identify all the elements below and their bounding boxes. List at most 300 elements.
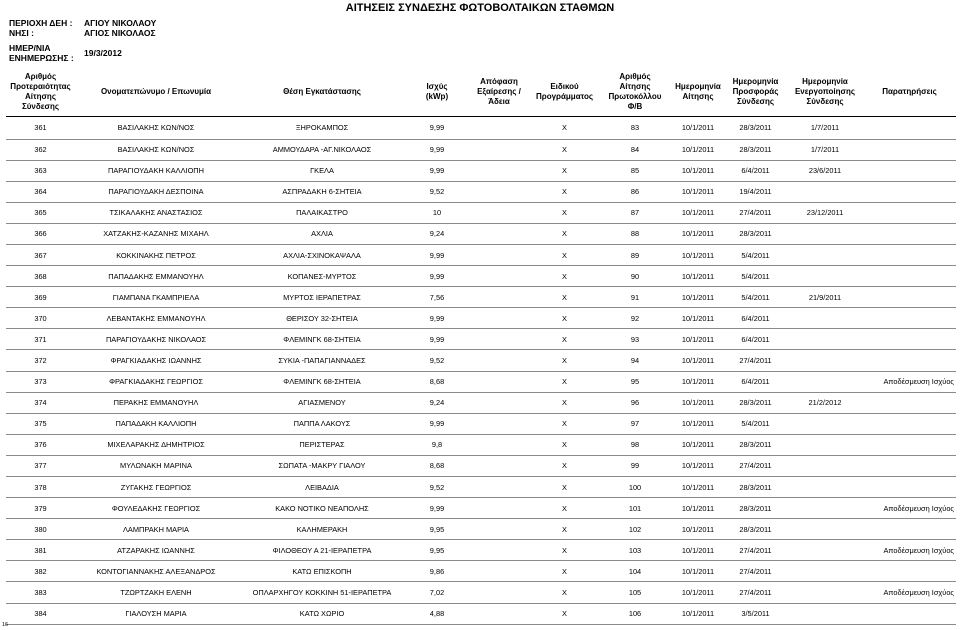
- report-meta: [9, 18, 156, 63]
- cell-protocol: 94: [598, 350, 672, 371]
- cell-program: X: [531, 181, 598, 202]
- cell-name: ΛΕΒΑΝΤΑΚΗΣ ΕΜΜΑΝΟΥΗΛ: [75, 308, 237, 329]
- cell-priority-no: 369: [6, 287, 75, 308]
- cell-offer-date: 3/5/2011: [724, 603, 787, 624]
- cell-program: X: [531, 561, 598, 582]
- cell-capacity: 4,88: [407, 603, 467, 624]
- cell-decision: [467, 160, 531, 181]
- cell-program: X: [531, 519, 598, 540]
- cell-app-date: 10/1/2011: [672, 287, 724, 308]
- table-row: [6, 477, 956, 498]
- cell-activation-date: [787, 603, 863, 624]
- cell-app-date: 10/1/2011: [672, 244, 724, 265]
- cell-protocol: 90: [598, 266, 672, 287]
- cell-capacity: 9,24: [407, 223, 467, 244]
- cell-capacity: 9,99: [407, 413, 467, 434]
- cell-program: X: [531, 160, 598, 181]
- cell-priority-no: 371: [6, 329, 75, 350]
- cell-decision: [467, 455, 531, 476]
- col-header-line: Ημερομηνία: [802, 76, 848, 86]
- cell-capacity: 9,86: [407, 561, 467, 582]
- cell-notes: [863, 603, 956, 624]
- cell-location: ΓΚΕΛΑ: [237, 160, 407, 181]
- cell-protocol: 86: [598, 181, 672, 202]
- cell-offer-date: 27/4/2011: [724, 582, 787, 603]
- cell-offer-date: 28/3/2011: [724, 434, 787, 455]
- cell-protocol: 93: [598, 329, 672, 350]
- col-header-line: Ημερομηνία: [732, 76, 779, 86]
- cell-protocol: 87: [598, 202, 672, 223]
- cell-program: X: [531, 582, 598, 603]
- cell-capacity: 9,24: [407, 392, 467, 413]
- cell-protocol: 84: [598, 139, 672, 160]
- cell-protocol: 99: [598, 455, 672, 476]
- cell-decision: [467, 519, 531, 540]
- col-header-line: Ειδικού: [550, 81, 579, 91]
- cell-name: ΠΑΠΑΔΑΚΗ ΚΑΛΛΙΟΠΗ: [75, 413, 237, 434]
- cell-priority-no: 368: [6, 266, 75, 287]
- col-header-line: Αίτησης: [619, 81, 651, 91]
- cell-priority-no: 384: [6, 603, 75, 624]
- cell-activation-date: [787, 329, 863, 350]
- applications-table: [6, 68, 956, 625]
- cell-app-date: 10/1/2011: [672, 329, 724, 350]
- cell-capacity: 9,99: [407, 266, 467, 287]
- cell-offer-date: 27/4/2011: [724, 455, 787, 476]
- cell-program: X: [531, 498, 598, 519]
- cell-offer-date: 27/4/2011: [724, 540, 787, 561]
- col-header-line: Άδεια: [488, 96, 510, 106]
- cell-priority-no: 374: [6, 392, 75, 413]
- cell-offer-date: 28/3/2011: [724, 519, 787, 540]
- col-header-decision: [467, 68, 531, 116]
- cell-location: ΦΛΕΜΙΝΓΚ 68-ΣΗΤΕΙΑ: [237, 329, 407, 350]
- cell-protocol: 103: [598, 540, 672, 561]
- cell-location: ΠΑΛΑΙΚΑΣΤΡΟ: [237, 202, 407, 223]
- cell-protocol: 92: [598, 308, 672, 329]
- col-header-app-date: [672, 68, 724, 116]
- cell-name: ΜΥΛΩΝΑΚΗ ΜΑΡΙΝΑ: [75, 455, 237, 476]
- table-row: [6, 287, 956, 308]
- cell-app-date: 10/1/2011: [672, 540, 724, 561]
- table-row: [6, 181, 956, 202]
- cell-offer-date: 28/3/2011: [724, 139, 787, 160]
- cell-priority-no: 380: [6, 519, 75, 540]
- cell-priority-no: 376: [6, 434, 75, 455]
- cell-activation-date: [787, 308, 863, 329]
- cell-protocol: 104: [598, 561, 672, 582]
- cell-notes: [863, 455, 956, 476]
- cell-program: X: [531, 308, 598, 329]
- cell-notes: [863, 202, 956, 223]
- cell-name: ΤΖΩΡΤΖΑΚΗ ΕΛΕΝΗ: [75, 582, 237, 603]
- cell-offer-date: 5/4/2011: [724, 244, 787, 265]
- cell-program: X: [531, 139, 598, 160]
- cell-protocol: 98: [598, 434, 672, 455]
- cell-decision: [467, 603, 531, 624]
- cell-location: ΘΕΡΙΣΟΥ 32-ΣΗΤΕΙΑ: [237, 308, 407, 329]
- cell-offer-date: 6/4/2011: [724, 329, 787, 350]
- cell-program: X: [531, 223, 598, 244]
- cell-capacity: 8,68: [407, 455, 467, 476]
- cell-location: ΚΑΤΩ ΕΠΙΣΚΟΠΗ: [237, 561, 407, 582]
- meta-island-label: ΝΗΣΙ :: [9, 28, 34, 38]
- cell-notes: [863, 350, 956, 371]
- cell-location: ΚΑΤΩ ΧΩΡΙΟ: [237, 603, 407, 624]
- cell-decision: [467, 434, 531, 455]
- col-header-line: Προσφοράς: [732, 86, 779, 96]
- cell-program: X: [531, 371, 598, 392]
- cell-notes: [863, 413, 956, 434]
- table-row: [6, 603, 956, 624]
- table-row: [6, 413, 956, 434]
- col-header-line: Αριθμός: [24, 71, 57, 81]
- cell-app-date: 10/1/2011: [672, 603, 724, 624]
- cell-program: X: [531, 434, 598, 455]
- table-row: [6, 371, 956, 392]
- cell-priority-no: 382: [6, 561, 75, 582]
- meta-date-value: 19/3/2012: [84, 48, 122, 58]
- cell-app-date: 10/1/2011: [672, 223, 724, 244]
- cell-app-date: 10/1/2011: [672, 371, 724, 392]
- cell-location: ΣΩΠΑΤΑ -ΜΑΚΡΥ ΓΙΑΛΟΥ: [237, 455, 407, 476]
- cell-capacity: 9,8: [407, 434, 467, 455]
- cell-priority-no: 378: [6, 477, 75, 498]
- cell-notes: [863, 287, 956, 308]
- cell-capacity: 9,99: [407, 329, 467, 350]
- cell-notes: Αποδέσμευση Ισχύος: [863, 371, 956, 392]
- cell-name: ΒΑΣΙΛΑΚΗΣ ΚΩΝ/ΝΟΣ: [75, 116, 237, 139]
- cell-decision: [467, 371, 531, 392]
- cell-activation-date: [787, 519, 863, 540]
- cell-app-date: 10/1/2011: [672, 266, 724, 287]
- cell-notes: [863, 561, 956, 582]
- cell-notes: [863, 181, 956, 202]
- cell-priority-no: 377: [6, 455, 75, 476]
- cell-protocol: 96: [598, 392, 672, 413]
- cell-capacity: 8,68: [407, 371, 467, 392]
- col-header-protocol: [598, 68, 672, 116]
- cell-decision: [467, 540, 531, 561]
- cell-notes: [863, 244, 956, 265]
- cell-protocol: 100: [598, 477, 672, 498]
- cell-activation-date: [787, 350, 863, 371]
- cell-decision: [467, 308, 531, 329]
- cell-program: X: [531, 116, 598, 139]
- col-header-line: Προγράμματος: [535, 91, 594, 101]
- page-title: ΑΙΤΗΣΕΙΣ ΣΥΝΔΕΣΗΣ ΦΩΤΟΒΟΛΤΑΙΚΩΝ ΣΤΑΘΜΩΝ: [345, 2, 615, 14]
- cell-app-date: 10/1/2011: [672, 308, 724, 329]
- cell-decision: [467, 181, 531, 202]
- cell-decision: [467, 244, 531, 265]
- cell-offer-date: 6/4/2011: [724, 160, 787, 181]
- cell-notes: Αποδέσμευση Ισχύος: [863, 540, 956, 561]
- cell-name: ΚΟΝΤΟΓΙΑΝΝΑΚΗΣ ΑΛΕΞΑΝΔΡΟΣ: [75, 561, 237, 582]
- cell-activation-date: 23/6/2011: [787, 160, 863, 181]
- table-row: [6, 392, 956, 413]
- cell-capacity: 7,56: [407, 287, 467, 308]
- cell-name: ΚΟΚΚΙΝΑΚΗΣ ΠΕΤΡΟΣ: [75, 244, 237, 265]
- cell-activation-date: 1/7/2011: [787, 116, 863, 139]
- cell-program: X: [531, 540, 598, 561]
- cell-program: X: [531, 603, 598, 624]
- cell-offer-date: 5/4/2011: [724, 287, 787, 308]
- col-header-capacity: [407, 68, 467, 116]
- table-header-row: [6, 68, 956, 116]
- cell-activation-date: [787, 477, 863, 498]
- cell-location: ΜΥΡΤΟΣ ΙΕΡΑΠΕΤΡΑΣ: [237, 287, 407, 308]
- cell-capacity: 9,99: [407, 308, 467, 329]
- cell-activation-date: [787, 413, 863, 434]
- cell-app-date: 10/1/2011: [672, 181, 724, 202]
- cell-activation-date: [787, 371, 863, 392]
- cell-priority-no: 381: [6, 540, 75, 561]
- col-header-line: Σύνδεσης: [806, 96, 844, 106]
- cell-name: ΠΑΡΑΓΙΟΥΔΑΚΗ ΚΑΛΛΙΟΠΗ: [75, 160, 237, 181]
- cell-activation-date: [787, 244, 863, 265]
- table-row: [6, 350, 956, 371]
- cell-activation-date: [787, 181, 863, 202]
- cell-name: ΠΑΡΑΓΙΟΥΔΑΚΗΣ ΝΙΚΟΛΑΟΣ: [75, 329, 237, 350]
- cell-protocol: 83: [598, 116, 672, 139]
- cell-activation-date: 1/7/2011: [787, 139, 863, 160]
- cell-offer-date: 27/4/2011: [724, 202, 787, 223]
- cell-notes: [863, 434, 956, 455]
- meta-region-value: ΑΓΙΟΥ ΝΙΚΟΛΑΟΥ: [84, 18, 157, 28]
- col-header-line: Φ/Β: [627, 101, 643, 111]
- cell-name: ΦΡΑΓΚΙΑΔΑΚΗΣ ΙΩΑΝΝΗΣ: [75, 350, 237, 371]
- cell-location: ΞΗΡΟΚΑΜΠΟΣ: [237, 116, 407, 139]
- cell-location: ΑΜΜΟΥΔΑΡΑ -ΑΓ.ΝΙΚΟΛΑΟΣ: [237, 139, 407, 160]
- cell-capacity: 9,95: [407, 519, 467, 540]
- cell-capacity: 10: [407, 202, 467, 223]
- col-header-line: Απόφαση: [480, 76, 518, 86]
- meta-region: [9, 18, 156, 28]
- cell-priority-no: 375: [6, 413, 75, 434]
- cell-protocol: 102: [598, 519, 672, 540]
- cell-app-date: 10/1/2011: [672, 413, 724, 434]
- cell-protocol: 97: [598, 413, 672, 434]
- cell-name: ΛΑΜΠΡΑΚΗ ΜΑΡΙΑ: [75, 519, 237, 540]
- cell-notes: [863, 139, 956, 160]
- cell-app-date: 10/1/2011: [672, 455, 724, 476]
- table-row: [6, 519, 956, 540]
- cell-activation-date: 23/12/2011: [787, 202, 863, 223]
- col-header-notes: [863, 68, 956, 116]
- cell-decision: [467, 498, 531, 519]
- col-header-line: Αριθμός: [619, 71, 651, 81]
- table-body: [6, 116, 956, 624]
- page-number: 16: [2, 622, 9, 628]
- cell-activation-date: [787, 498, 863, 519]
- cell-name: ΜΙΧΕΛΑΡΑΚΗΣ ΔΗΜΗΤΡΙΟΣ: [75, 434, 237, 455]
- cell-program: X: [531, 202, 598, 223]
- table-row: [6, 160, 956, 181]
- cell-protocol: 85: [598, 160, 672, 181]
- cell-activation-date: [787, 434, 863, 455]
- cell-capacity: 9,99: [407, 139, 467, 160]
- cell-program: X: [531, 350, 598, 371]
- cell-protocol: 88: [598, 223, 672, 244]
- cell-location: ΟΠΛΑΡΧΗΓΟΥ ΚΟΚΚΙΝΗ 51-ΙΕΡΑΠΕΤΡΑ: [237, 582, 407, 603]
- cell-capacity: 9,52: [407, 477, 467, 498]
- cell-priority-no: 361: [6, 116, 75, 139]
- cell-name: ΠΕΡΑΚΗΣ ΕΜΜΑΝΟΥΗΛ: [75, 392, 237, 413]
- cell-protocol: 105: [598, 582, 672, 603]
- col-header-line: Παρατηρήσεις: [882, 86, 937, 96]
- table-row: [6, 223, 956, 244]
- cell-location: ΚΑΛΗΜΕΡΑΚΗ: [237, 519, 407, 540]
- cell-offer-date: 5/4/2011: [724, 266, 787, 287]
- cell-activation-date: [787, 582, 863, 603]
- cell-app-date: 10/1/2011: [672, 160, 724, 181]
- cell-capacity: 7,02: [407, 582, 467, 603]
- table-row: [6, 329, 956, 350]
- col-header-line: (kWp): [425, 91, 449, 101]
- col-header-line: Ισχύς: [426, 81, 448, 91]
- cell-priority-no: 370: [6, 308, 75, 329]
- cell-priority-no: 364: [6, 181, 75, 202]
- col-header-line: Ημερομηνία: [675, 81, 721, 91]
- cell-location: ΚΑΚΟ ΝΟΤΙΚΟ ΝΕΑΠΟΛΗΣ: [237, 498, 407, 519]
- cell-offer-date: 28/3/2011: [724, 477, 787, 498]
- cell-notes: [863, 160, 956, 181]
- cell-location: ΑΣΠΡΑΔΑΚΗ 6-ΣΗΤΕΙΑ: [237, 181, 407, 202]
- table-row: [6, 266, 956, 287]
- cell-offer-date: 28/3/2011: [724, 223, 787, 244]
- cell-offer-date: 27/4/2011: [724, 561, 787, 582]
- cell-program: X: [531, 477, 598, 498]
- cell-app-date: 10/1/2011: [672, 434, 724, 455]
- cell-protocol: 106: [598, 603, 672, 624]
- cell-offer-date: 19/4/2011: [724, 181, 787, 202]
- cell-program: X: [531, 244, 598, 265]
- cell-priority-no: 365: [6, 202, 75, 223]
- cell-decision: [467, 116, 531, 139]
- cell-decision: [467, 413, 531, 434]
- cell-capacity: 9,52: [407, 350, 467, 371]
- cell-offer-date: 6/4/2011: [724, 308, 787, 329]
- cell-name: ΦΡΑΓΚΙΑΔΑΚΗΣ ΓΕΩΡΓΙΟΣ: [75, 371, 237, 392]
- cell-offer-date: 27/4/2011: [724, 350, 787, 371]
- cell-activation-date: [787, 223, 863, 244]
- table-row: [6, 455, 956, 476]
- cell-app-date: 10/1/2011: [672, 477, 724, 498]
- cell-name: ΧΑΤΖΑΚΗΣ-ΚΑΖΑΝΗΣ ΜΙΧΑΗΛ: [75, 223, 237, 244]
- col-header-location: [237, 68, 407, 116]
- col-header-name: [75, 68, 237, 116]
- meta-region-label: ΠΕΡΙΟΧΗ ΔΕΗ :: [9, 18, 73, 28]
- cell-program: X: [531, 329, 598, 350]
- table-row: [6, 202, 956, 223]
- cell-name: ΦΟΥΛΕΔΑΚΗΣ ΓΕΩΡΓΙΟΣ: [75, 498, 237, 519]
- col-header-line: Θέση Εγκατάστασης: [283, 86, 361, 96]
- cell-notes: [863, 308, 956, 329]
- cell-name: ΓΙΑΛΟΥΣΗ ΜΑΡΙΑ: [75, 603, 237, 624]
- cell-app-date: 10/1/2011: [672, 498, 724, 519]
- cell-location: ΚΟΠΑΝΕΣ-ΜΥΡΤΟΣ: [237, 266, 407, 287]
- cell-notes: [863, 266, 956, 287]
- cell-protocol: 101: [598, 498, 672, 519]
- table-row: [6, 434, 956, 455]
- cell-decision: [467, 329, 531, 350]
- cell-capacity: 9,52: [407, 181, 467, 202]
- meta-date-label-2: ΕΝΗΜΕΡΩΣΗΣ :: [9, 53, 74, 63]
- cell-notes: Αποδέσμευση Ισχύος: [863, 498, 956, 519]
- cell-location: ΠΑΠΠΑ ΛΑΚΟΥΣ: [237, 413, 407, 434]
- cell-priority-no: 366: [6, 223, 75, 244]
- cell-decision: [467, 266, 531, 287]
- cell-app-date: 10/1/2011: [672, 582, 724, 603]
- cell-priority-no: 363: [6, 160, 75, 181]
- cell-decision: [467, 392, 531, 413]
- cell-program: X: [531, 413, 598, 434]
- cell-app-date: 10/1/2011: [672, 116, 724, 139]
- cell-notes: [863, 223, 956, 244]
- col-header-line: Προτεραιότητας: [10, 81, 71, 91]
- cell-activation-date: [787, 266, 863, 287]
- col-header-line: Εξαίρεσης /: [477, 86, 521, 96]
- cell-notes: [863, 477, 956, 498]
- meta-island-value: ΑΓΙΟΣ ΝΙΚΟΛΑΟΣ: [84, 28, 156, 38]
- table-row: [6, 540, 956, 561]
- cell-decision: [467, 477, 531, 498]
- cell-decision: [467, 350, 531, 371]
- col-header-program: [531, 68, 598, 116]
- cell-decision: [467, 202, 531, 223]
- table-row: [6, 116, 956, 139]
- cell-location: ΑΓΙΑΣΜΕΝΟΥ: [237, 392, 407, 413]
- cell-priority-no: 383: [6, 582, 75, 603]
- cell-decision: [467, 582, 531, 603]
- cell-offer-date: 28/3/2011: [724, 392, 787, 413]
- cell-program: X: [531, 455, 598, 476]
- col-header-line: Αίτησης: [682, 91, 714, 101]
- cell-notes: Αποδέσμευση Ισχύος: [863, 582, 956, 603]
- cell-activation-date: 21/2/2012: [787, 392, 863, 413]
- cell-name: ΖΥΓΑΚΗΣ ΓΕΩΡΓΙΟΣ: [75, 477, 237, 498]
- col-header-priority: [6, 68, 75, 116]
- cell-offer-date: 6/4/2011: [724, 371, 787, 392]
- cell-decision: [467, 223, 531, 244]
- cell-offer-date: 28/3/2011: [724, 116, 787, 139]
- meta-date: [9, 43, 156, 63]
- cell-program: X: [531, 266, 598, 287]
- cell-activation-date: [787, 540, 863, 561]
- cell-app-date: 10/1/2011: [672, 561, 724, 582]
- cell-decision: [467, 287, 531, 308]
- cell-program: X: [531, 392, 598, 413]
- cell-location: ΣΥΚΙΑ -ΠΑΠΑΓΙΑΝΝΑΔΕΣ: [237, 350, 407, 371]
- cell-location: ΦΛΕΜΙΝΓΚ 68-ΣΗΤΕΙΑ: [237, 371, 407, 392]
- cell-capacity: 9,99: [407, 116, 467, 139]
- cell-app-date: 10/1/2011: [672, 139, 724, 160]
- cell-priority-no: 372: [6, 350, 75, 371]
- cell-priority-no: 362: [6, 139, 75, 160]
- col-header-line: Ενεργοποίησης: [794, 86, 856, 96]
- meta-island: [9, 28, 156, 38]
- cell-name: ΤΣΙΚΑΛΑΚΗΣ ΑΝΑΣΤΑΣΙΟΣ: [75, 202, 237, 223]
- cell-activation-date: [787, 561, 863, 582]
- cell-priority-no: 373: [6, 371, 75, 392]
- cell-offer-date: 28/3/2011: [724, 498, 787, 519]
- col-header-line: Σύνδεσης: [736, 96, 775, 106]
- cell-name: ΑΤΖΑΡΑΚΗΣ ΙΩΑΝΝΗΣ: [75, 540, 237, 561]
- col-header-line: Ονοματεπώνυμο / Επωνυμία: [100, 86, 212, 96]
- cell-app-date: 10/1/2011: [672, 392, 724, 413]
- cell-name: ΒΑΣΙΛΑΚΗΣ ΚΩΝ/ΝΟΣ: [75, 139, 237, 160]
- cell-notes: [863, 116, 956, 139]
